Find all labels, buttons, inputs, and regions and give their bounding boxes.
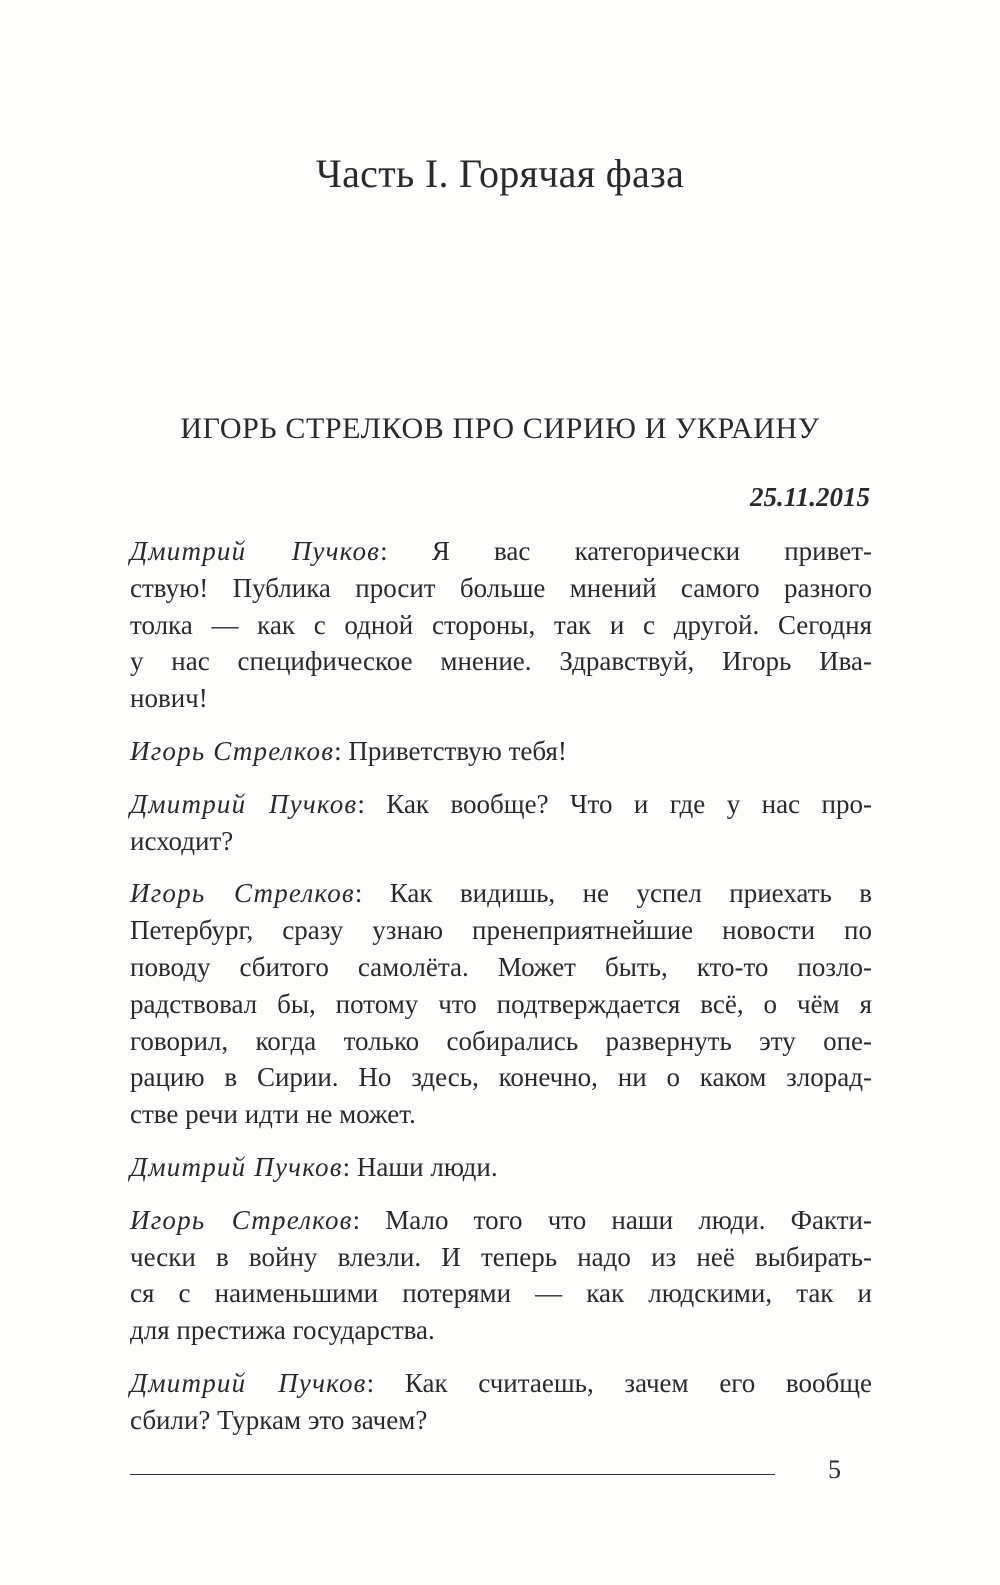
dialogue-paragraph (130, 1202, 872, 1349)
dialogue-paragraph (130, 533, 872, 717)
text-line (130, 1149, 872, 1186)
text-line (130, 1096, 872, 1133)
line-text: поводу сбитого самолёта. Может быть, кто-то позло- (130, 951, 872, 982)
line-text: радствовал бы, потому что подтверждается всё, о чём я (130, 988, 872, 1019)
line-text: : Как считаешь, зачем его вообще (366, 1367, 872, 1398)
line-text: исходит? (130, 825, 234, 856)
text-line (130, 1402, 872, 1439)
text-line (130, 875, 872, 912)
text-line (130, 607, 872, 644)
line-text: стве речи идти не может. (130, 1099, 416, 1130)
line-text: : Наши люди. (342, 1151, 498, 1182)
text-line (130, 823, 872, 860)
line-text: : Я вас категорически привет- (380, 536, 872, 566)
chapter-title: ИГОРЬ СТРЕЛКОВ ПРО СИРИЮ И УКРАИНУ (180, 412, 820, 445)
speaker-name: Игорь Стрелков (130, 878, 355, 909)
line-text: ся с наименьшими потерями — как людскими, так и (130, 1278, 872, 1309)
text-line (130, 912, 872, 949)
line-text: говорил, когда только собирались развернуть эту опе- (130, 1025, 872, 1056)
speaker-name: Дмитрий Пучков (130, 1151, 343, 1182)
line-text: : Приветствую тебя! (334, 735, 567, 766)
text-line (130, 680, 872, 717)
line-text: сбили? Туркам это зачем? (130, 1404, 428, 1435)
text-line (130, 1275, 872, 1312)
part-title: Часть I. Горячая фаза (315, 151, 685, 196)
line-text: ствую! Публика просит больше мнений самого разного (130, 572, 872, 603)
line-text: нович! (130, 683, 208, 714)
text-line (130, 1202, 872, 1239)
line-text: толка — как с одной стороны, так и с другой. Сегодня (130, 609, 872, 640)
line-text: чески в войну влезли. И теперь надо из неё выбирать- (130, 1241, 872, 1272)
dialogue-paragraph (130, 875, 872, 1133)
dialogue-paragraph (130, 1149, 872, 1186)
line-text: : Как видишь, не успел приехать в (354, 878, 872, 909)
text-line (130, 1059, 872, 1096)
speaker-name: Дмитрий Пучков (130, 788, 358, 819)
footer-rule (130, 1474, 775, 1475)
interview-date: 25.11.2015 (749, 482, 870, 512)
line-text: для престижа государства. (130, 1315, 435, 1346)
speaker-name: Игорь Стрелков (130, 735, 335, 766)
line-text: рацию в Сирии. Но здесь, конечно, ни о каком злорад- (130, 1062, 872, 1093)
line-text: : Мало того что наши люди. Факти- (352, 1204, 872, 1235)
text-line (130, 986, 872, 1023)
dialogue-paragraph (130, 786, 872, 860)
line-text: Петербург, сразу узнаю пренеприятнейшие новости по (130, 915, 872, 946)
text-line (130, 786, 872, 823)
text-line (130, 733, 872, 770)
line-text: : Как вообще? Что и где у нас про- (357, 788, 872, 819)
dialogue-paragraph (130, 733, 872, 770)
text-line (130, 1023, 872, 1060)
text-line (130, 533, 872, 570)
text-line (130, 643, 872, 680)
text-line (130, 1365, 872, 1402)
text-line (130, 570, 872, 607)
speaker-name: Игорь Стрелков (130, 1204, 353, 1235)
line-text: у нас специфическое мнение. Здравствуй, Игорь Ива- (130, 646, 872, 677)
dialogue-paragraph (130, 1365, 872, 1439)
page-number: 5 (828, 1455, 841, 1484)
dialogue-body (130, 533, 872, 1455)
text-line (130, 949, 872, 986)
speaker-name: Дмитрий Пучков (130, 1367, 367, 1398)
speaker-name: Дмитрий Пучков (130, 536, 381, 566)
text-line (130, 1239, 872, 1276)
text-line (130, 1312, 872, 1349)
